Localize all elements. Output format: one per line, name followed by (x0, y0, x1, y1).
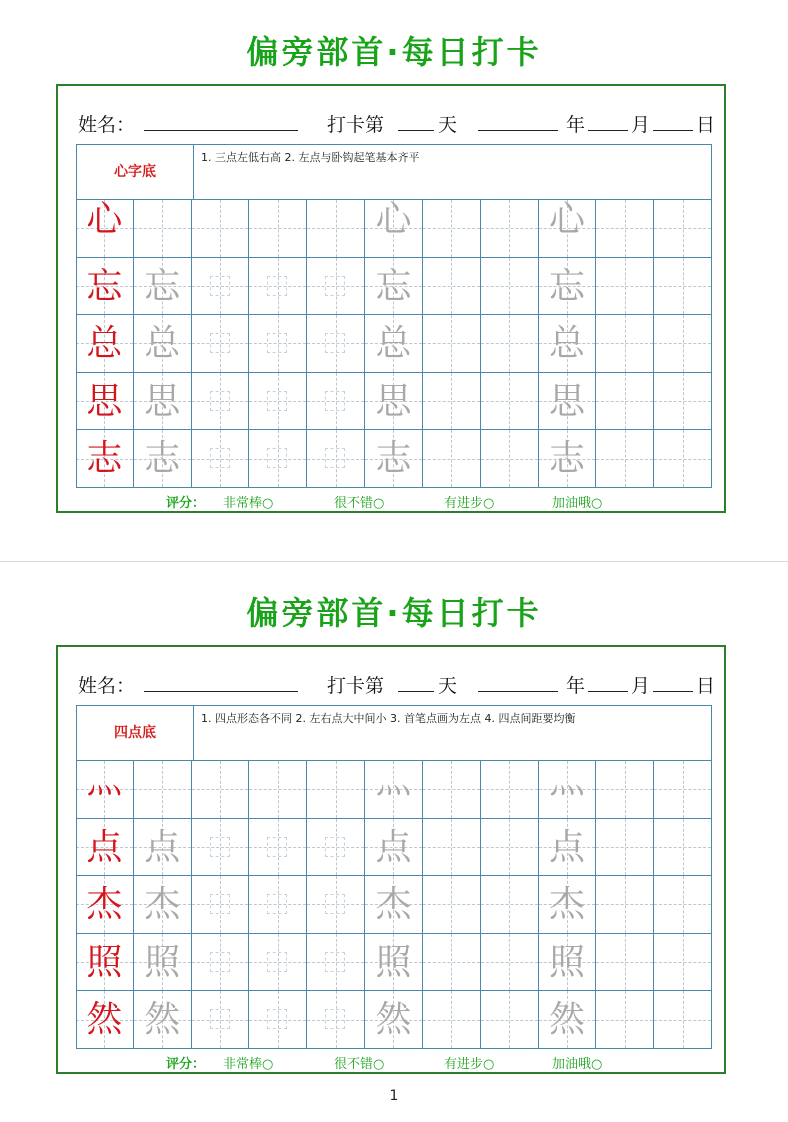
name-label: 姓名： (78, 675, 136, 697)
practice-rows (76, 761, 712, 1049)
practice-grid (76, 144, 712, 488)
trace-character-cell[interactable] (539, 819, 597, 877)
trace-character-cell[interactable] (539, 430, 597, 488)
trace-character-cell[interactable] (134, 200, 192, 258)
practice-cell[interactable] (654, 991, 712, 1049)
trace-character-cell[interactable] (365, 373, 423, 431)
model-character-cell[interactable] (76, 934, 134, 992)
practice-cell[interactable] (596, 200, 654, 258)
trace-character-cell[interactable] (134, 761, 192, 819)
practice-cell[interactable] (596, 315, 654, 373)
practice-cell[interactable] (423, 258, 481, 316)
practice-cell[interactable] (249, 819, 307, 877)
date-label: 日 (696, 114, 716, 136)
practice-cell[interactable] (423, 373, 481, 431)
radical-name: 四点底 (77, 706, 194, 760)
year-label: 年 (566, 675, 586, 697)
model-character: 总 (86, 323, 123, 365)
practice-cell[interactable] (596, 819, 654, 877)
score-option[interactable]: 加油哦○ (552, 496, 603, 511)
date-input-line[interactable] (653, 671, 693, 692)
trace-character: 思 (144, 380, 181, 422)
name-input-line[interactable] (144, 671, 298, 692)
practice-cell[interactable] (423, 991, 481, 1049)
trace-character: 灬 (548, 760, 585, 801)
practice-cell[interactable] (481, 819, 539, 877)
trace-character: 杰 (144, 884, 181, 926)
trace-character-cell[interactable] (134, 315, 192, 373)
writing-tips: 1. 四点形态各不同 2. 左右点大中间小 3. 首笔点画为左点 4. 四点间距要均衡 (201, 712, 576, 725)
practice-cell[interactable] (192, 430, 250, 488)
practice-cell[interactable] (481, 258, 539, 316)
practice-cell[interactable] (481, 373, 539, 431)
date-label: 日 (696, 675, 716, 697)
sheet-frame (56, 645, 726, 1074)
trace-character-cell[interactable] (365, 430, 423, 488)
model-character-cell[interactable] (76, 819, 134, 877)
trace-character: 思 (548, 380, 585, 422)
score-option[interactable]: 非常棒○ (223, 1057, 274, 1072)
practice-cell[interactable] (249, 373, 307, 431)
practice-cell[interactable] (596, 430, 654, 488)
year-input-line[interactable] (478, 110, 558, 131)
trace-character: 照 (375, 941, 412, 983)
trace-character-cell[interactable] (134, 819, 192, 877)
practice-cell[interactable] (192, 373, 250, 431)
practice-cell[interactable] (307, 991, 365, 1049)
month-input-line[interactable] (588, 110, 628, 131)
page-number: 1 (389, 1088, 399, 1104)
practice-cell[interactable] (654, 258, 712, 316)
trace-character-cell[interactable] (539, 876, 597, 934)
practice-cell[interactable] (307, 819, 365, 877)
practice-cell[interactable] (654, 876, 712, 934)
writing-tips: 1. 三点左低右高 2. 左点与卧钩起笔基本齐平 (201, 151, 420, 164)
trace-character-cell[interactable] (365, 876, 423, 934)
trace-character: 心 (375, 199, 412, 240)
practice-cell[interactable] (249, 876, 307, 934)
year-input-line[interactable] (478, 671, 558, 692)
practice-cell[interactable] (481, 430, 539, 488)
trace-character: 然 (548, 999, 585, 1041)
practice-cell[interactable] (596, 991, 654, 1049)
trace-character-cell[interactable] (365, 991, 423, 1049)
practice-cell[interactable] (654, 819, 712, 877)
score-option[interactable]: 有进步○ (444, 1057, 495, 1072)
model-character-cell[interactable] (76, 373, 134, 431)
practice-cell[interactable] (307, 315, 365, 373)
trace-character: 点 (144, 826, 181, 868)
practice-cell[interactable] (192, 819, 250, 877)
practice-cell[interactable] (249, 761, 307, 819)
score-label: 评分： (166, 1057, 206, 1072)
practice-cell[interactable] (307, 934, 365, 992)
trace-character-cell[interactable] (365, 315, 423, 373)
trace-character-cell[interactable] (134, 876, 192, 934)
practice-cell[interactable] (596, 373, 654, 431)
practice-cell[interactable] (307, 200, 365, 258)
practice-cell[interactable] (481, 315, 539, 373)
day-count-line[interactable] (398, 671, 434, 692)
trace-character: 然 (144, 999, 181, 1041)
practice-cell[interactable] (423, 315, 481, 373)
model-character: 志 (86, 438, 123, 480)
practice-cell[interactable] (249, 430, 307, 488)
model-character: 忘 (86, 265, 123, 307)
practice-cell[interactable] (596, 876, 654, 934)
month-input-line[interactable] (588, 671, 628, 692)
day-prefix-label: 打卡第 (327, 114, 385, 136)
practice-cell[interactable] (192, 200, 250, 258)
trace-character: 忘 (144, 265, 181, 307)
practice-cell[interactable] (192, 934, 250, 992)
sheet-frame (56, 84, 726, 513)
practice-cell[interactable] (596, 761, 654, 819)
practice-cell[interactable] (654, 761, 712, 819)
practice-cell[interactable] (249, 991, 307, 1049)
trace-character-cell[interactable] (134, 258, 192, 316)
radical-info-row (76, 705, 712, 761)
score-option[interactable]: 加油哦○ (552, 1057, 603, 1072)
model-character: 灬 (86, 760, 123, 801)
model-character-cell[interactable] (76, 991, 134, 1049)
day-count-line[interactable] (398, 110, 434, 131)
score-row (58, 492, 728, 510)
trace-character-cell[interactable] (134, 430, 192, 488)
trace-character-cell[interactable] (365, 761, 423, 819)
practice-cell[interactable] (596, 258, 654, 316)
trace-character-cell[interactable] (539, 373, 597, 431)
score-row (58, 1053, 728, 1071)
practice-cell[interactable] (192, 991, 250, 1049)
trace-character: 点 (375, 826, 412, 868)
month-label: 月 (631, 675, 651, 697)
trace-character: 总 (548, 323, 585, 365)
practice-cell[interactable] (249, 258, 307, 316)
date-input-line[interactable] (653, 110, 693, 131)
trace-character-cell[interactable] (539, 934, 597, 992)
practice-cell[interactable] (423, 819, 481, 877)
model-character: 照 (86, 941, 123, 983)
sheet-title: 偏旁部首·每日打卡 (246, 594, 542, 632)
trace-character: 杰 (548, 884, 585, 926)
practice-cell[interactable] (249, 315, 307, 373)
model-character-cell[interactable] (76, 258, 134, 316)
trace-character-cell[interactable] (539, 258, 597, 316)
practice-cell[interactable] (654, 200, 712, 258)
model-character: 然 (86, 999, 123, 1041)
trace-character: 忘 (548, 265, 585, 307)
day-suffix-label: 天 (438, 114, 458, 136)
score-label: 评分： (166, 496, 206, 511)
practice-cell[interactable] (423, 430, 481, 488)
trace-character: 杰 (375, 884, 412, 926)
practice-cell[interactable] (192, 876, 250, 934)
practice-cell[interactable] (423, 876, 481, 934)
practice-cell[interactable] (423, 200, 481, 258)
trace-character: 然 (375, 999, 412, 1041)
trace-character-cell[interactable] (134, 373, 192, 431)
practice-cell[interactable] (481, 876, 539, 934)
score-option[interactable]: 非常棒○ (223, 496, 274, 511)
score-option[interactable]: 很不错○ (334, 496, 385, 511)
practice-cell[interactable] (423, 761, 481, 819)
practice-cell[interactable] (481, 200, 539, 258)
score-option[interactable]: 很不错○ (334, 1057, 385, 1072)
practice-cell[interactable] (596, 934, 654, 992)
radical-info-row (76, 144, 712, 200)
trace-character-cell[interactable] (539, 991, 597, 1049)
practice-cell[interactable] (192, 761, 250, 819)
model-character-cell[interactable] (76, 315, 134, 373)
practice-cell[interactable] (192, 315, 250, 373)
name-label: 姓名： (78, 114, 136, 136)
practice-cell[interactable] (249, 200, 307, 258)
trace-character-cell[interactable] (365, 258, 423, 316)
trace-character: 灬 (375, 760, 412, 801)
month-label: 月 (631, 114, 651, 136)
model-character: 心 (86, 199, 123, 240)
header-fields (78, 110, 718, 138)
model-character-cell[interactable] (76, 430, 134, 488)
trace-character: 总 (144, 323, 181, 365)
header-fields (78, 671, 718, 699)
trace-character: 心 (548, 199, 585, 240)
practice-cell[interactable] (307, 761, 365, 819)
practice-cell[interactable] (307, 430, 365, 488)
practice-cell[interactable] (654, 373, 712, 431)
trace-character: 照 (548, 941, 585, 983)
trace-character-cell[interactable] (539, 761, 597, 819)
sheet-title: 偏旁部首·每日打卡 (246, 33, 542, 71)
day-suffix-label: 天 (438, 675, 458, 697)
practice-cell[interactable] (249, 934, 307, 992)
practice-cell[interactable] (481, 761, 539, 819)
trace-character-cell[interactable] (365, 200, 423, 258)
practice-cell[interactable] (307, 258, 365, 316)
day-prefix-label: 打卡第 (327, 675, 385, 697)
model-character-cell[interactable] (76, 761, 134, 819)
practice-cell[interactable] (307, 876, 365, 934)
model-character: 思 (86, 380, 123, 422)
trace-character-cell[interactable] (539, 315, 597, 373)
trace-character-cell[interactable] (365, 934, 423, 992)
practice-cell[interactable] (654, 430, 712, 488)
trace-character: 总 (375, 323, 412, 365)
practice-cell[interactable] (654, 315, 712, 373)
practice-cell[interactable] (192, 258, 250, 316)
year-label: 年 (566, 114, 586, 136)
model-character-cell[interactable] (76, 200, 134, 258)
trace-character: 志 (144, 438, 181, 480)
practice-cell[interactable] (481, 934, 539, 992)
model-character: 点 (86, 826, 123, 868)
practice-grid (76, 705, 712, 1049)
radical-name: 心字底 (77, 145, 194, 199)
trace-character: 志 (548, 438, 585, 480)
practice-cell[interactable] (654, 934, 712, 992)
trace-character-cell[interactable] (134, 934, 192, 992)
practice-cell[interactable] (481, 991, 539, 1049)
practice-sheet (0, 561, 788, 1122)
score-option[interactable]: 有进步○ (444, 496, 495, 511)
trace-character-cell[interactable] (365, 819, 423, 877)
trace-character-cell[interactable] (134, 991, 192, 1049)
trace-character: 点 (548, 826, 585, 868)
trace-character-cell[interactable] (539, 200, 597, 258)
model-character: 杰 (86, 884, 123, 926)
practice-cell[interactable] (307, 373, 365, 431)
trace-character: 志 (375, 438, 412, 480)
name-input-line[interactable] (144, 110, 298, 131)
trace-character: 思 (375, 380, 412, 422)
practice-rows (76, 200, 712, 488)
model-character-cell[interactable] (76, 876, 134, 934)
practice-cell[interactable] (423, 934, 481, 992)
trace-character: 忘 (375, 265, 412, 307)
trace-character: 照 (144, 941, 181, 983)
